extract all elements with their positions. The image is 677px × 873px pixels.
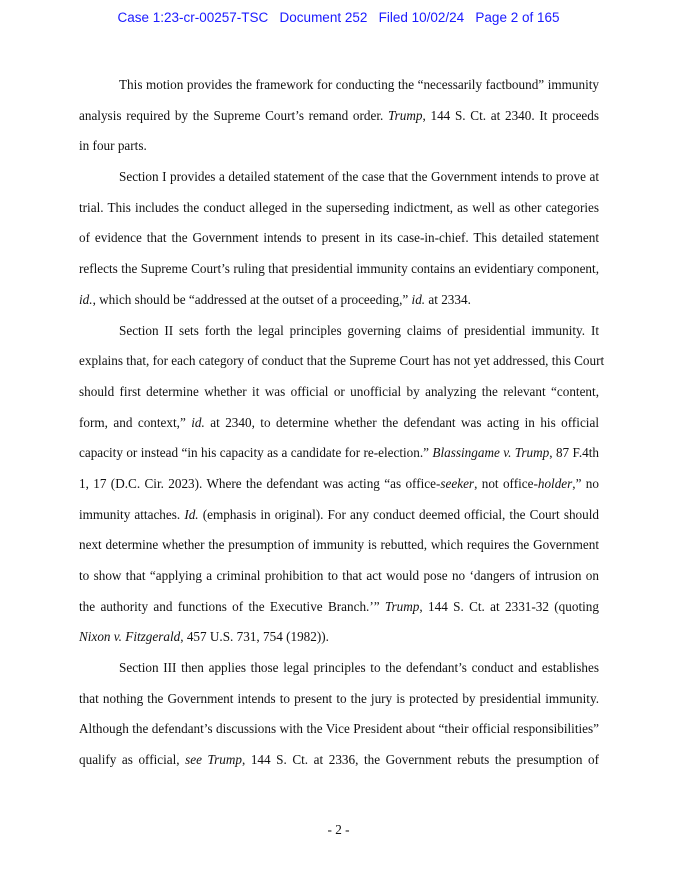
- text-line: [79, 316, 599, 347]
- italic-citation: Id.: [184, 506, 199, 522]
- text-line: [79, 745, 599, 776]
- text-line: [79, 592, 599, 623]
- text-line: [79, 162, 599, 193]
- text-segment: that nothing the Government intends to present to the jury is protected by presidential immunity.: [79, 690, 599, 706]
- text-line: [79, 223, 599, 254]
- text-segment: Section III then applies those legal principles to the defendant’s conduct and establishes: [119, 660, 599, 676]
- text-segment: should first determine whether it was official or unofficial by analyzing the relevant “content,: [79, 383, 599, 399]
- text-segment: , 87 F.4th: [549, 445, 599, 461]
- text-segment: , not office-: [474, 475, 538, 491]
- italic-citation: holder: [537, 475, 573, 491]
- text-segment: to show that “applying a criminal prohibition to that act would pose no ‘dangers of intrusion on: [79, 568, 599, 583]
- italic-citation: Trump: [388, 107, 423, 123]
- text-segment: the authority and functions of the Executive Branch.’”: [79, 598, 385, 614]
- text-segment: trial. This includes the conduct alleged in the superseding indictment, as well as other categories: [79, 199, 599, 215]
- text-line: [79, 254, 599, 285]
- text-segment: , 144 S. Ct. at 2331-32 (quoting: [419, 598, 599, 614]
- italic-citation: Nixon v. Fitzgerald: [79, 629, 181, 645]
- text-segment: capacity or instead “in his capacity as a candidate for re-election.”: [79, 445, 433, 461]
- italic-citation: id.: [411, 291, 426, 307]
- text-line: [79, 714, 599, 745]
- text-line: [79, 438, 599, 469]
- text-segment: analysis required by the Supreme Court’s remand order.: [79, 107, 389, 123]
- text-segment: qualify as official,: [79, 752, 186, 768]
- text-line: [79, 285, 599, 316]
- text-segment: Section II sets forth the legal principles governing claims of presidential immunity. It: [119, 322, 599, 338]
- text-segment: This motion provides the framework for conducting the “necessarily factbound” immunity: [119, 77, 599, 92]
- text-line: [79, 346, 605, 377]
- text-line: [79, 377, 599, 408]
- italic-citation: id.: [79, 291, 93, 307]
- text-line: [79, 622, 599, 653]
- text-line: [79, 408, 599, 439]
- text-line: [79, 193, 599, 224]
- text-segment: , 144 S. Ct. at 2340. It proceeds: [422, 107, 600, 123]
- italic-citation: id.: [191, 414, 205, 430]
- text-line: [79, 530, 599, 561]
- text-segment: Although the defendant’s discussions with the Vice President about “their official responsibilities”: [79, 721, 599, 737]
- text-segment: form, and context,”: [79, 414, 192, 430]
- text-line: [79, 653, 599, 684]
- italic-citation: see Trump: [185, 752, 242, 768]
- text-segment: ,” no: [572, 475, 599, 491]
- text-line: [79, 561, 599, 592]
- text-line: [79, 469, 599, 500]
- text-segment: at 2340, to determine whether the defendant was acting in his official: [204, 414, 599, 430]
- text-segment: 1, 17 (D.C. Cir. 2023). Where the defendant was acting “as office-: [79, 475, 441, 491]
- text-segment: , which should be “addressed at the outset of a proceeding,”: [92, 291, 412, 307]
- text-line: [79, 101, 599, 132]
- italic-citation: Trump: [384, 598, 420, 614]
- text-segment: of evidence that the Government intends to present in its case-in-chief. This detailed statement: [79, 230, 599, 246]
- text-line: [79, 131, 599, 162]
- text-segment: , 457 U.S. 731, 754 (1982)).: [180, 629, 329, 645]
- text-segment: immunity attaches.: [79, 506, 185, 522]
- text-segment: , 144 S. Ct. at 2336, the Government rebuts the presumption of: [241, 752, 599, 768]
- body-text: [79, 70, 605, 776]
- text-segment: in four parts.: [79, 138, 147, 154]
- page-number: - 2 -: [327, 822, 350, 837]
- text-segment: next determine whether the presumption of immunity is rebutted, which requires the Government: [79, 537, 599, 553]
- text-segment: at 2334.: [425, 291, 471, 307]
- text-segment: Section I provides a detailed statement of the case that the Government intends to prove at: [119, 169, 599, 185]
- text-segment: explains that, for each category of conduct that the Supreme Court has not yet addressed, this Court: [79, 353, 605, 369]
- text-line: [79, 70, 599, 101]
- italic-citation: seeker: [440, 475, 475, 491]
- text-line: [79, 500, 599, 531]
- text-segment: (emphasis in original). For any conduct deemed official, the Court should: [198, 506, 599, 522]
- case-header: Case 1:23-cr-00257-TSC Document 252 Filed 10/02/24 Page 2 of 165: [117, 10, 560, 25]
- italic-citation: Blassingame v. Trump: [432, 445, 550, 461]
- text-segment: reflects the Supreme Court’s ruling that presidential immunity contains an evidentiary component,: [79, 261, 599, 277]
- text-line: [79, 684, 599, 715]
